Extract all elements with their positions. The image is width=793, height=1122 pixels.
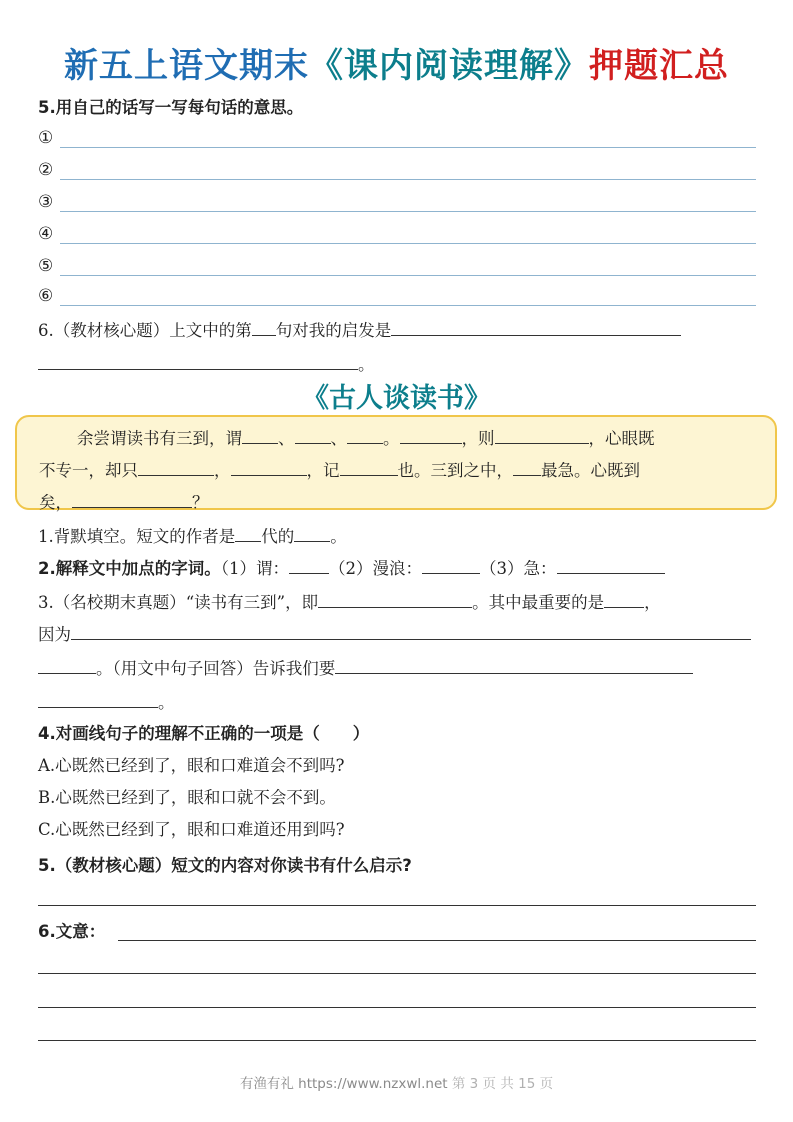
title-part-2: 《课内阅读理解》 xyxy=(309,46,589,86)
passage-blank[interactable] xyxy=(347,426,383,444)
q3-blank-lesson-cont[interactable] xyxy=(38,690,158,708)
passage-text: 。 xyxy=(383,429,400,448)
answer-line-6[interactable] xyxy=(38,286,756,308)
passage-blank[interactable] xyxy=(295,426,331,444)
passage-blank[interactable] xyxy=(340,458,398,476)
passage-box xyxy=(15,415,777,510)
q6-top-text-a: 6.（教材核心题）上文中的第 xyxy=(38,321,252,340)
q4-option-b[interactable]: B.心既然已经到了，眼和口就不会不到。 xyxy=(38,788,336,807)
answer-line-3[interactable] xyxy=(38,192,756,214)
q3-blank-most[interactable] xyxy=(604,590,644,608)
passage-blank[interactable] xyxy=(138,458,214,476)
passage-blank[interactable] xyxy=(72,490,192,508)
q1-blank-dynasty[interactable] xyxy=(235,524,261,542)
q2-blank-3[interactable] xyxy=(557,556,665,574)
q3-text: 3.（名校期末真题）“读书有三到”，即 xyxy=(38,593,319,612)
answer-line-2[interactable] xyxy=(38,160,756,182)
passage-blank[interactable] xyxy=(231,458,307,476)
question-3-line1 xyxy=(38,590,661,613)
passage-text: 也。三到之中， xyxy=(397,461,513,480)
q5-top-prompt: 5.用自己的话写一写每句话的意思。 xyxy=(38,98,304,117)
watermark-text: 有渔有礼 https://www.nzxwl.net xyxy=(239,1076,448,1092)
q3-text: ， xyxy=(644,593,661,612)
q2-prompt: 2.解释文中加点的字词。 xyxy=(38,559,221,578)
marker-2: ② xyxy=(38,160,54,180)
footer xyxy=(0,1072,793,1092)
question-4-prompt: 4.对画线句子的理解不正确的一项是（ ） xyxy=(38,724,370,743)
q2-blank-1[interactable] xyxy=(289,556,329,574)
passage-text: ，记 xyxy=(306,461,340,480)
passage-blank[interactable] xyxy=(513,458,541,476)
q5-answer-line[interactable] xyxy=(38,905,756,906)
q1-text: 代的 xyxy=(261,527,295,546)
q2-part-1: （1）谓： xyxy=(220,559,289,578)
q3-text: 。其中最重要的是 xyxy=(472,593,605,612)
passage-line-2 xyxy=(39,457,640,481)
passage-text: ，则 xyxy=(461,429,495,448)
q1-text: 1.背默填空。短文的作者是 xyxy=(38,527,236,546)
q6-top-end: 。 xyxy=(358,355,375,374)
passage-text: ？ xyxy=(192,493,209,512)
answer-line-5[interactable] xyxy=(38,256,756,278)
passage-text: ， xyxy=(214,461,231,480)
q6-answer-line-1[interactable] xyxy=(118,940,756,941)
passage-text: 矣， xyxy=(39,493,72,512)
question-2 xyxy=(38,556,665,579)
q2-part-3: （3）急： xyxy=(480,559,557,578)
q3-blank-because[interactable] xyxy=(71,622,751,640)
answer-line-4[interactable] xyxy=(38,224,756,246)
question-6-prompt: 6.文意： xyxy=(38,922,106,941)
q2-part-2: （2）漫浪： xyxy=(329,559,422,578)
passage-text: 、 xyxy=(278,429,295,448)
q4-option-a[interactable]: A.心既然已经到了，眼和口难道会不到吗? xyxy=(38,756,345,775)
title-part-3: 押题汇总 xyxy=(589,46,729,86)
q1-blank-author[interactable] xyxy=(294,524,330,542)
marker-4: ④ xyxy=(38,224,54,244)
marker-3: ③ xyxy=(38,192,54,212)
q6-top-blank-number[interactable] xyxy=(252,318,276,336)
passage-text: 最急。心既到 xyxy=(541,461,640,480)
q6-answer-line-2[interactable] xyxy=(38,973,756,974)
question-5-prompt: 5.（教材核心题）短文的内容对你读书有什么启示? xyxy=(38,856,412,875)
q1-text: 。 xyxy=(330,527,347,546)
passage-text: 余尝谓读书有三到，谓 xyxy=(77,429,242,448)
passage-blank[interactable] xyxy=(495,426,589,444)
marker-6: ⑥ xyxy=(38,286,54,306)
question-1 xyxy=(38,524,347,547)
q2-blank-2[interactable] xyxy=(422,556,480,574)
marker-1: ① xyxy=(38,128,54,148)
question-3-line4 xyxy=(38,690,175,713)
question-3-line3 xyxy=(38,656,693,679)
marker-5: ⑤ xyxy=(38,256,54,276)
passage-blank[interactable] xyxy=(242,426,278,444)
passage-title: 《古人谈读书》 xyxy=(302,383,491,414)
q3-text: 。（用文中句子回答）告诉我们要 xyxy=(96,659,336,678)
q3-text: 。 xyxy=(158,693,175,712)
answer-line-1[interactable] xyxy=(38,128,756,150)
q6-answer-line-3[interactable] xyxy=(38,1007,756,1008)
q3-blank-lesson[interactable] xyxy=(335,656,693,674)
q3-blank-quote[interactable] xyxy=(38,656,96,674)
q3-blank-three[interactable] xyxy=(318,590,472,608)
passage-line-1 xyxy=(77,425,655,449)
q6-top-blank-answer[interactable] xyxy=(391,318,681,336)
passage-line-3 xyxy=(39,489,209,513)
passage-blank[interactable] xyxy=(400,426,462,444)
page-number: 第 3 页 共 15 页 xyxy=(451,1076,554,1092)
page-title xyxy=(0,38,793,87)
q6-top-blank-cont[interactable] xyxy=(38,352,358,370)
q6-answer-line-4[interactable] xyxy=(38,1040,756,1041)
title-part-1: 新五上语文期末 xyxy=(64,46,309,86)
q6-top-text-b: 句对我的启发是 xyxy=(275,321,392,340)
q6-top-line2 xyxy=(38,352,375,375)
passage-text: 、 xyxy=(330,429,347,448)
q6-top-line1 xyxy=(38,318,681,341)
passage-text: 不专一，却只 xyxy=(39,461,138,480)
passage-text: ，心眼既 xyxy=(588,429,655,448)
question-3-line2 xyxy=(38,622,751,645)
q4-option-c[interactable]: C.心既然已经到了，眼和口难道还用到吗? xyxy=(38,820,345,839)
q3-text: 因为 xyxy=(38,625,71,644)
